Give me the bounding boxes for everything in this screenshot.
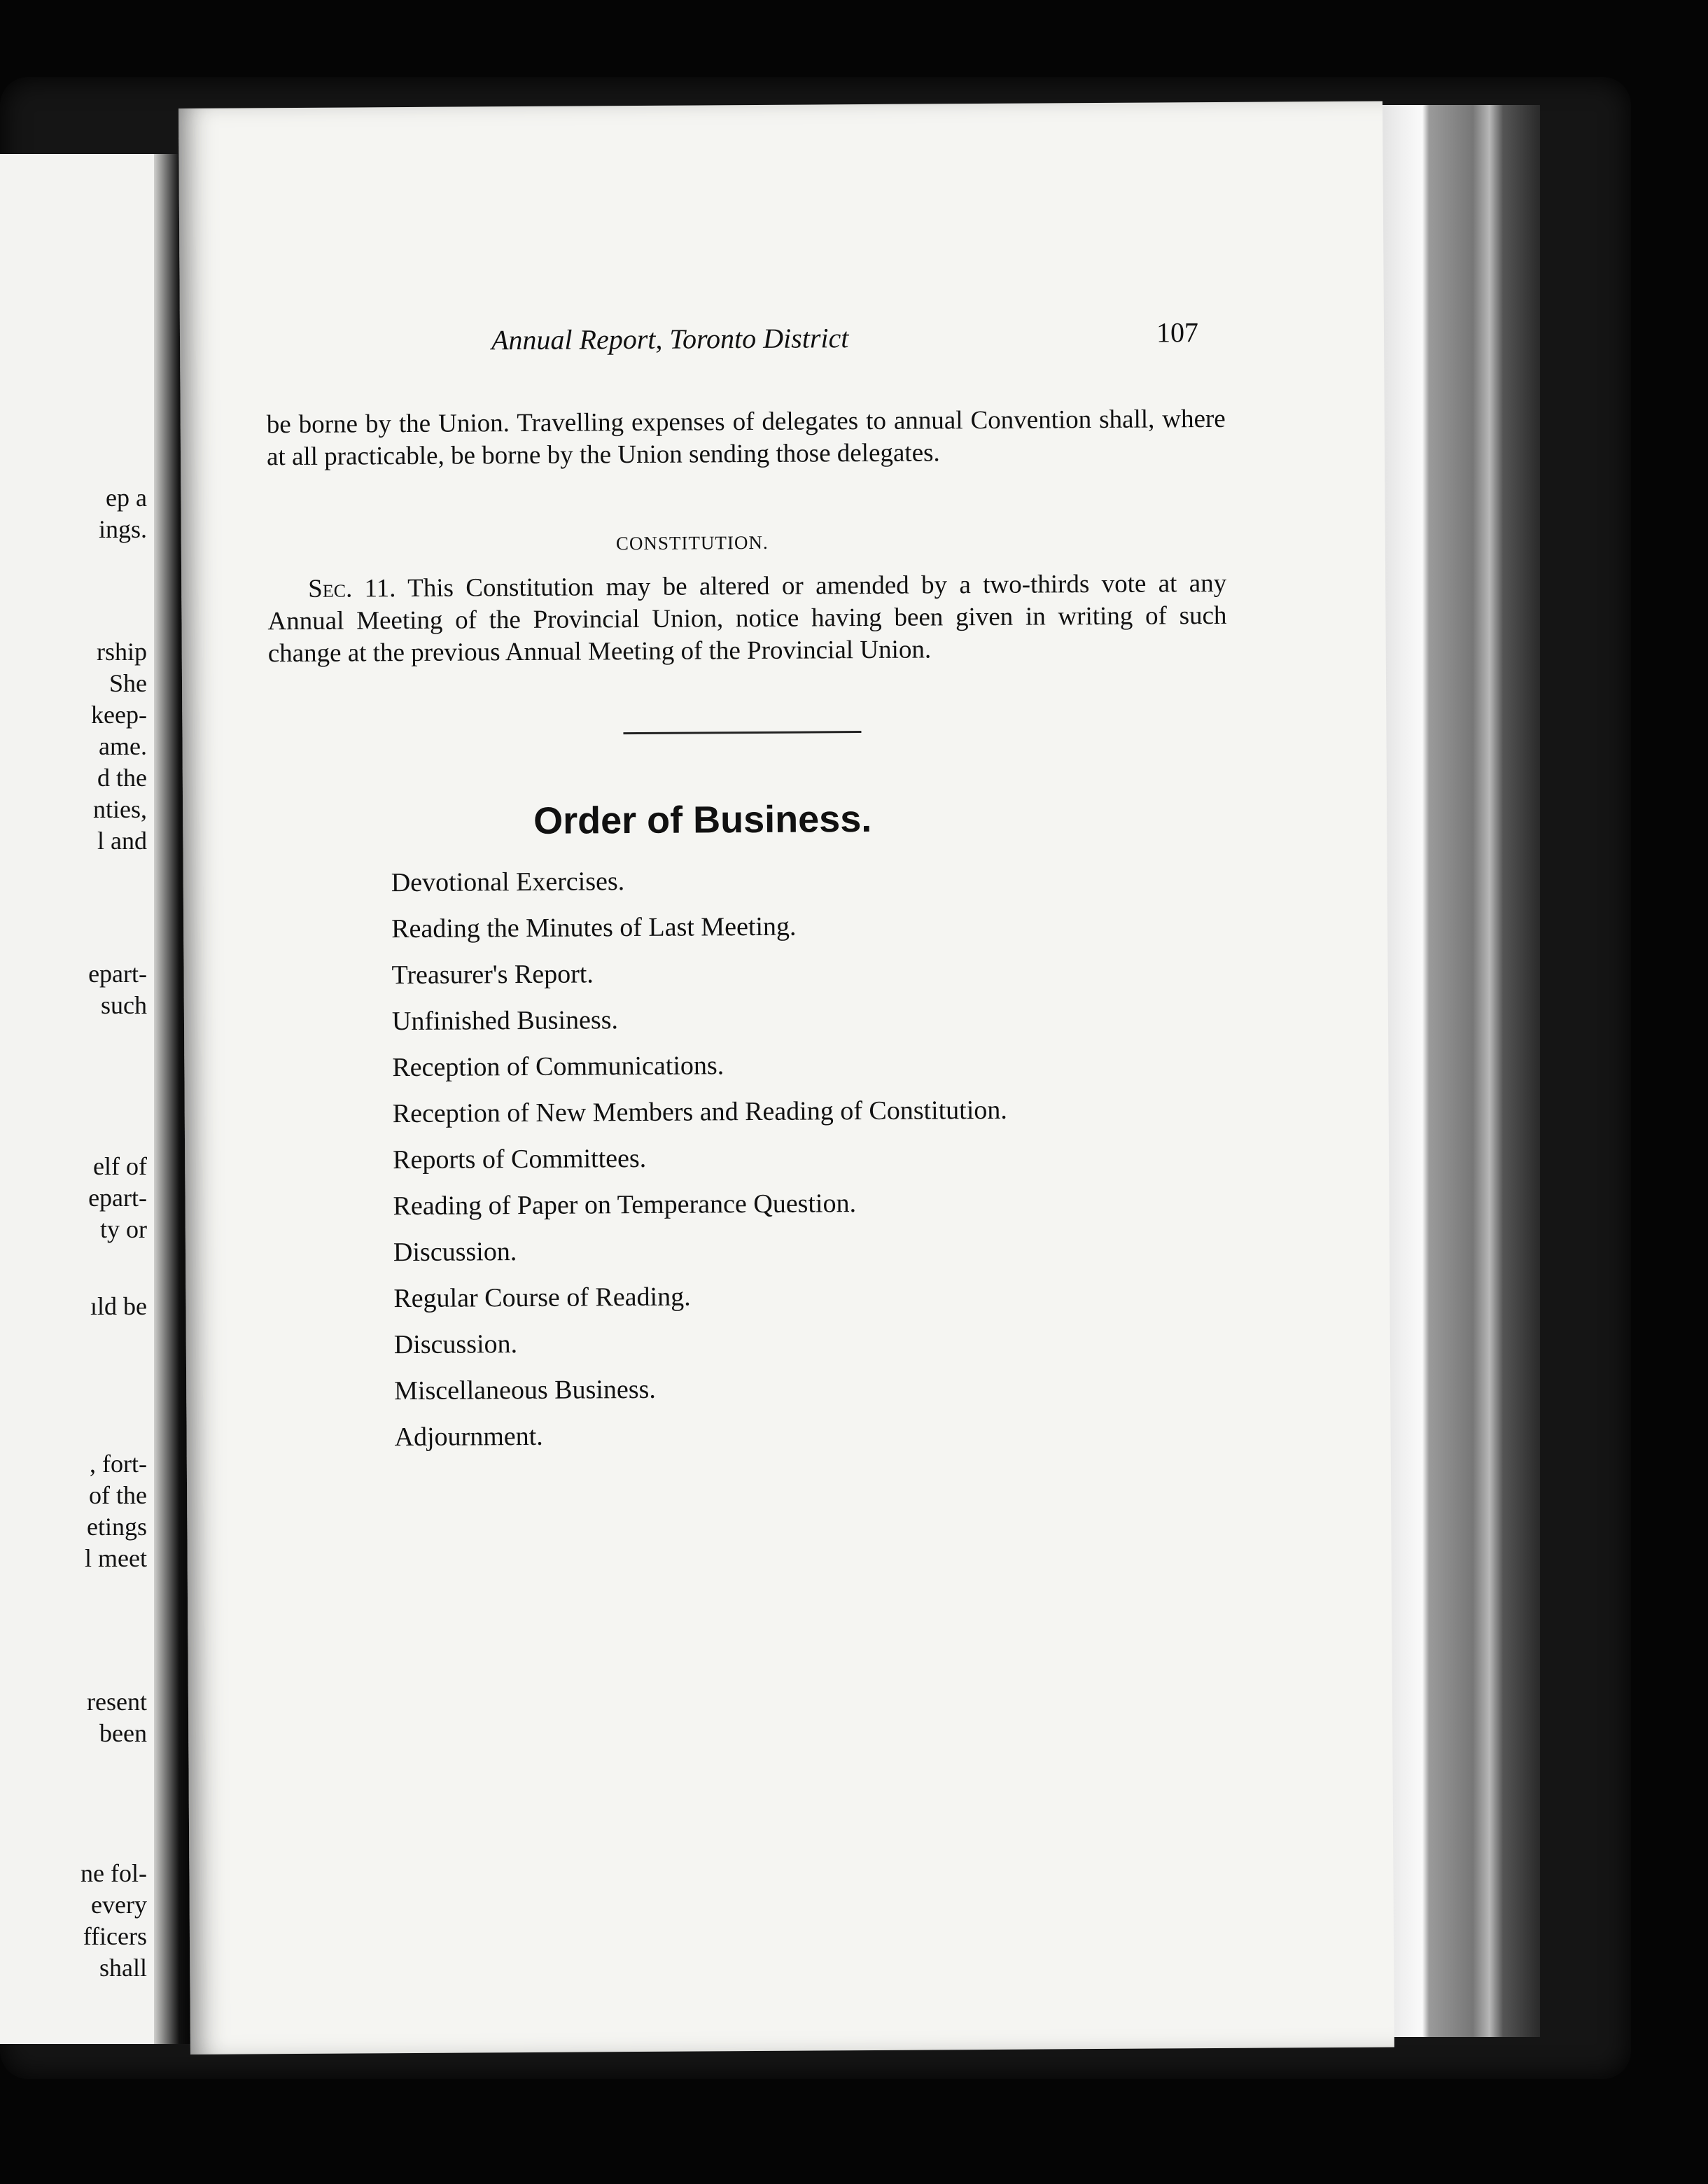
order-item: Discussion. [393,1237,517,1268]
left-page-fragment: , fort- [90,1450,147,1478]
left-page-fragment: epart- [88,960,147,988]
left-page [0,154,154,2044]
left-page-fragment: d the [97,764,147,792]
order-item: Reading of Paper on Temperance Question. [393,1189,857,1222]
order-item: Regular Course of Reading. [393,1282,691,1314]
paragraph-continuation: be borne by the Union. Travelling expenses of delegates to annual Convention shall, where at all practicable, be borne by the Union sending those delegates. [266,404,1226,472]
section-label: Sec. 11. [308,574,396,603]
left-page-fragment: fficers [83,1922,147,1950]
left-page-fragment: of the [89,1481,147,1509]
left-page-fragment: elf of [93,1152,147,1180]
left-page-fragment: been [99,1719,147,1747]
left-page-fragment: resent [87,1688,147,1716]
order-item: Reports of Committees. [393,1143,647,1175]
left-page-fragment: l meet [85,1544,147,1572]
left-page-fragment: rship [97,638,147,666]
section-text: This Constitution may be altered or amended by a two-thirds vote at any Annual Meeting of the Provincial Union, notice having been given in writing of such change at the previous Annual Meeting of the Provincial Union. [267,568,1227,668]
left-page-fragment: ings. [98,515,147,543]
page-edges [1372,105,1540,2037]
left-page-fragment: ne fol- [80,1859,147,1887]
left-page-fragment: ıld be [90,1292,147,1320]
paragraph-section-11 [267,568,1227,670]
left-page-fragment: ep a [106,484,147,512]
page-number: 107 [1156,316,1199,349]
running-head: Annual Report, Toronto District [491,322,849,356]
left-page-fragment: such [101,991,147,1019]
order-item: Reception of Communications. [392,1051,724,1083]
order-item: Adjournment. [394,1421,543,1452]
left-page-fragment: every [91,1891,147,1919]
order-list [391,856,1009,1460]
left-page-fragment: ame. [99,732,147,760]
left-page-fragment: shall [99,1954,147,1982]
left-page-fragment: l and [97,827,147,855]
left-page-fragment: keep- [91,701,147,729]
order-title: Order of Business. [533,797,872,842]
order-item: Reception of New Members and Reading of Constitution. [392,1095,1007,1129]
left-page-fragment: nties, [93,795,147,823]
right-page [178,101,1394,2054]
order-item: Unfinished Business. [391,1005,619,1037]
order-item: Miscellaneous Business. [394,1374,656,1406]
order-item: Reading the Minutes of Last Meeting. [391,911,797,944]
left-page-fragment: etings [87,1513,147,1541]
left-page-fragment: epart- [88,1184,147,1212]
divider-rule [623,731,861,734]
order-item: Discussion. [393,1329,518,1360]
order-item: Treasurer's Report. [391,959,594,990]
left-page-fragment: She [109,669,147,697]
left-page-fragment: ty or [100,1215,147,1243]
section-heading: CONSTITUTION. [615,531,769,554]
order-item: Devotional Exercises. [391,867,625,898]
